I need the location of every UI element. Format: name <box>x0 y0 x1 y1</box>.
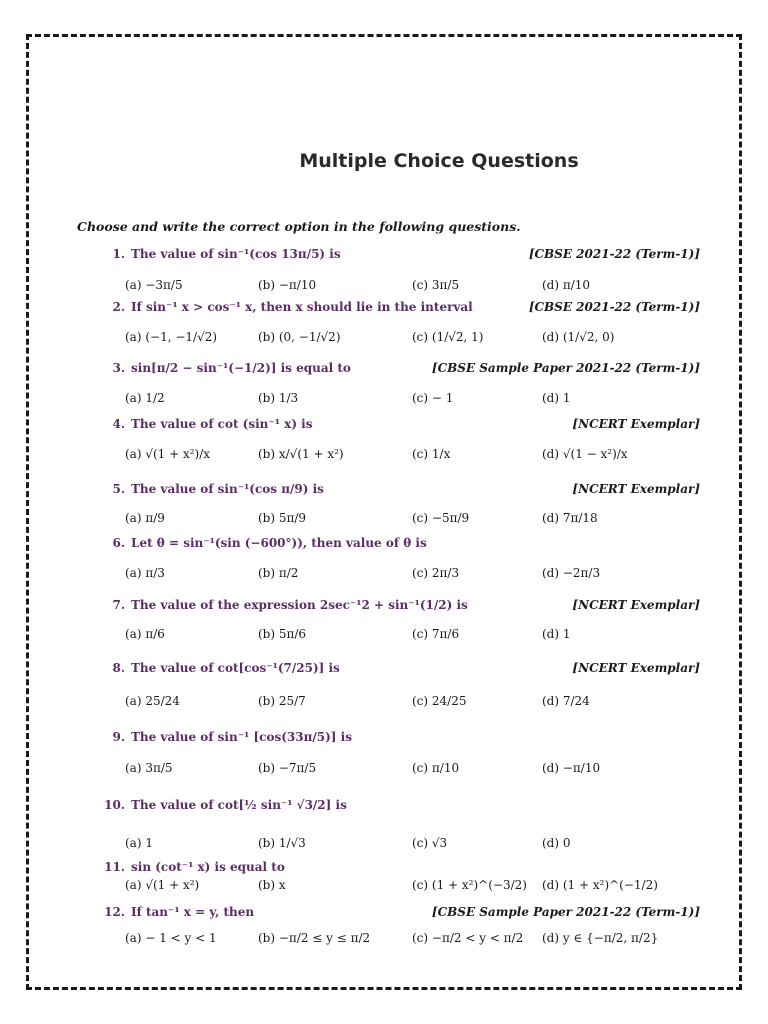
options-row <box>125 556 695 590</box>
question-text: If sin⁻¹ x > cos⁻¹ x, then x should lie in the interval <box>131 300 473 314</box>
option-d[interactable]: (d) 7π/18 <box>542 511 598 525</box>
option-d[interactable]: (d) 1 <box>542 391 571 405</box>
options-row <box>125 868 695 902</box>
option-c[interactable]: (c) 1/x <box>412 447 451 461</box>
question-text: The value of cot[½ sin⁻¹ √3/2] is <box>131 798 347 812</box>
question-9 <box>100 730 700 744</box>
option-c[interactable]: (c) (1 + x²)^(−3/2) <box>412 878 527 892</box>
question-text: The value of sin⁻¹ [cos(33π/5)] is <box>131 730 352 744</box>
question-source: [CBSE Sample Paper 2021-22 (Term-1)] <box>431 905 700 919</box>
question-source: [NCERT Exemplar] <box>572 417 700 431</box>
question-1 <box>100 247 700 261</box>
question-number: 2. <box>112 300 125 314</box>
question-5 <box>100 482 700 496</box>
option-b[interactable]: (b) (0, −1/√2) <box>258 330 341 344</box>
option-b[interactable]: (b) π/2 <box>258 566 299 580</box>
question-number: 1. <box>112 247 125 261</box>
option-d[interactable]: (d) y ∈ {−π/2, π/2} <box>542 931 659 945</box>
question-text: The value of cot[cos⁻¹(7/25)] is <box>131 661 340 675</box>
option-d[interactable]: (d) π/10 <box>542 278 591 292</box>
question-number: 7. <box>112 598 125 612</box>
options-row <box>125 684 695 718</box>
option-d[interactable]: (d) 0 <box>542 836 571 850</box>
option-d[interactable]: (d) (1 + x²)^(−1/2) <box>542 878 658 892</box>
option-b[interactable]: (b) 5π/9 <box>258 511 307 525</box>
option-c[interactable]: (c) 3π/5 <box>412 278 460 292</box>
question-text: The value of sin⁻¹(cos π/9) is <box>131 482 324 496</box>
options-row <box>125 381 695 415</box>
options-row <box>125 268 695 302</box>
question-source: [CBSE 2021-22 (Term-1)] <box>528 247 700 261</box>
instruction-text: Choose and write the correct option in the following questions. <box>77 219 521 234</box>
options-row <box>125 437 695 471</box>
option-c[interactable]: (c) −π/2 < y < π/2 <box>412 931 524 945</box>
option-a[interactable]: (a) (−1, −1/√2) <box>125 330 218 344</box>
options-row <box>125 751 695 785</box>
option-d[interactable]: (d) −2π/3 <box>542 566 601 580</box>
question-number: 12. <box>104 905 125 919</box>
option-d[interactable]: (d) 1 <box>542 627 571 641</box>
option-a[interactable]: (a) √(1 + x²)/x <box>125 447 211 461</box>
options-row <box>125 501 695 535</box>
option-b[interactable]: (b) 5π/6 <box>258 627 307 641</box>
option-a[interactable]: (a) 1 <box>125 836 153 850</box>
option-a[interactable]: (a) π/3 <box>125 566 165 580</box>
option-c[interactable]: (c) 24/25 <box>412 694 467 708</box>
question-text: If tan⁻¹ x = y, then <box>131 905 255 919</box>
option-b[interactable]: (b) x/√(1 + x²) <box>258 447 344 461</box>
question-8 <box>100 661 700 675</box>
option-b[interactable]: (b) 1/√3 <box>258 836 306 850</box>
option-b[interactable]: (b) −π/2 ≤ y ≤ π/2 <box>258 931 371 945</box>
option-c[interactable]: (c) √3 <box>412 836 448 850</box>
question-number: 9. <box>112 730 125 744</box>
option-a[interactable]: (a) − 1 < y < 1 <box>125 931 217 945</box>
question-2 <box>100 300 700 314</box>
question-source: [NCERT Exemplar] <box>572 598 700 612</box>
option-c[interactable]: (c) 7π/6 <box>412 627 460 641</box>
question-number: 4. <box>112 417 125 431</box>
option-d[interactable]: (d) (1/√2, 0) <box>542 330 615 344</box>
question-text: The value of cot (sin⁻¹ x) is <box>131 417 313 431</box>
option-a[interactable]: (a) 3π/5 <box>125 761 173 775</box>
option-b[interactable]: (b) −π/10 <box>258 278 317 292</box>
option-a[interactable]: (a) 1/2 <box>125 391 165 405</box>
question-source: [NCERT Exemplar] <box>572 482 700 496</box>
option-c[interactable]: (c) −5π/9 <box>412 511 470 525</box>
question-text: The value of the expression 2sec⁻¹2 + sin⁻¹(1/2) is <box>131 598 468 612</box>
page-title: Multiple Choice Questions <box>299 150 579 172</box>
options-row <box>125 320 695 354</box>
question-text: Let θ = sin⁻¹(sin (−600°)), then value of θ is <box>131 536 427 550</box>
question-number: 5. <box>112 482 125 496</box>
question-text: sin (cot⁻¹ x) is equal to <box>131 860 285 874</box>
question-7 <box>100 598 700 612</box>
option-d[interactable]: (d) √(1 − x²)/x <box>542 447 628 461</box>
question-number: 8. <box>112 661 125 675</box>
option-a[interactable]: (a) −3π/5 <box>125 278 183 292</box>
option-a[interactable]: (a) 25/24 <box>125 694 180 708</box>
option-b[interactable]: (b) 1/3 <box>258 391 299 405</box>
option-c[interactable]: (c) − 1 <box>412 391 454 405</box>
option-d[interactable]: (d) 7/24 <box>542 694 590 708</box>
question-number: 6. <box>112 536 125 550</box>
option-c[interactable]: (c) (1/√2, 1) <box>412 330 484 344</box>
option-b[interactable]: (b) x <box>258 878 286 892</box>
question-number: 11. <box>104 860 125 874</box>
question-12 <box>100 905 700 919</box>
question-number: 3. <box>112 361 125 375</box>
question-source: [CBSE 2021-22 (Term-1)] <box>528 300 700 314</box>
option-a[interactable]: (a) √(1 + x²) <box>125 878 200 892</box>
question-10 <box>100 798 700 812</box>
option-a[interactable]: (a) π/6 <box>125 627 165 641</box>
options-row <box>125 617 695 651</box>
question-4 <box>100 417 700 431</box>
option-b[interactable]: (b) −7π/5 <box>258 761 317 775</box>
options-row <box>125 921 695 955</box>
option-a[interactable]: (a) π/9 <box>125 511 165 525</box>
options-row <box>125 826 695 860</box>
question-source: [NCERT Exemplar] <box>572 661 700 675</box>
question-text: The value of sin⁻¹(cos 13π/5) is <box>131 247 341 261</box>
question-6 <box>100 536 700 550</box>
option-d[interactable]: (d) −π/10 <box>542 761 601 775</box>
option-c[interactable]: (c) 2π/3 <box>412 566 460 580</box>
option-c[interactable]: (c) π/10 <box>412 761 460 775</box>
question-text: sin[π/2 − sin⁻¹(−1/2)] is equal to <box>131 361 351 375</box>
option-b[interactable]: (b) 25/7 <box>258 694 306 708</box>
question-3 <box>100 361 700 375</box>
question-number: 10. <box>104 798 125 812</box>
question-source: [CBSE Sample Paper 2021-22 (Term-1)] <box>431 361 700 375</box>
